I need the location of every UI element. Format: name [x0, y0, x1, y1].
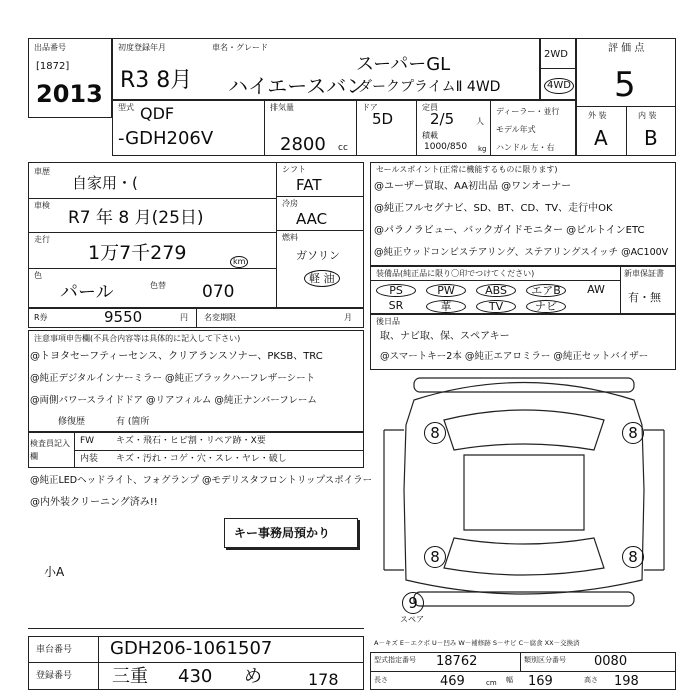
chassis-value: GDH206-1061507: [110, 638, 273, 659]
capacity-unit: 人: [476, 117, 484, 126]
mileage-unit: km: [230, 256, 248, 268]
score-label: 評 価 点: [608, 43, 645, 54]
inspector-label: 検査員記入欄: [30, 439, 70, 461]
car-name-value: ハイエースバン: [228, 74, 367, 98]
spare-label: スペア: [400, 615, 424, 624]
car-front-bumper: [414, 378, 634, 392]
cc-unit: cc: [338, 143, 348, 153]
specs-div-1: [264, 100, 265, 156]
specs-div-2: [356, 100, 357, 156]
specs-div-3: [416, 100, 417, 156]
size-no-label: 型式指定番号: [374, 656, 416, 664]
specs-div-4: [490, 100, 491, 156]
inspector-interior: 内装: [80, 454, 99, 464]
vehicle-row-1: [28, 198, 276, 199]
handle-label: ハンドル 左・右: [496, 143, 555, 152]
warranty-value: 有・無: [628, 291, 661, 304]
tire-rear-left: 8: [424, 546, 446, 568]
notes-line-1: @純正LEDヘッドライト、フォグランプ @モデリスタフロントリップスポイラー: [30, 475, 373, 486]
length-value: 469: [440, 674, 465, 689]
size-no-value: 18762: [436, 654, 478, 669]
vehicle-col-divider: [276, 162, 277, 308]
selling-point-1: @ユーザー買取、AA初出品 @ワンオーナー: [374, 181, 572, 192]
load-unit: kg: [478, 145, 487, 153]
footer-left-row: [28, 662, 364, 663]
load-label: 積載: [422, 131, 438, 140]
recycle-unit: 円: [180, 313, 188, 322]
attention-line-2: @純正デジタルインナーミラー @純正ブラックハーフレザーシート: [30, 373, 316, 384]
reg-area: 三重: [112, 666, 148, 687]
vehicle-right-row-2: [276, 230, 364, 231]
inspector-row-2: キズ・汚れ・コゲ・穴・スレ・ヤレ・破し: [116, 454, 287, 464]
capacity-value: 2/5: [430, 110, 455, 128]
doors-value: 5D: [372, 110, 394, 128]
model-year-label: モデル年式: [496, 125, 536, 134]
ac-value: AAC: [296, 210, 328, 228]
equipment-leather: 革: [426, 300, 466, 313]
attention-title: 注意事項申告欄(不具合内容等は具体的に記入して下さい): [34, 334, 241, 343]
spare-tire-value: 9: [402, 592, 424, 614]
model-value: -GDH206V: [118, 128, 214, 149]
new-warranty-label: 新車保証書: [624, 269, 664, 278]
displacement-value: 2800: [280, 134, 326, 155]
vehicle-right-row-1: [276, 196, 364, 197]
width-label: 幅: [506, 676, 513, 684]
score-value: 5: [614, 65, 636, 105]
cat-no-label: 類別区分番号: [524, 656, 566, 664]
car-rear-window: [444, 538, 604, 575]
drive-2wd: 2WD: [544, 49, 568, 60]
use-value: 自家用・(: [72, 174, 138, 192]
grade-line-2: ダークプライムⅡ 4WD: [358, 79, 501, 95]
selling-point-3: @パラノラビュー、バックガイドモニター @ビルトインETC: [374, 225, 645, 236]
fuel-diesel: 軽 油: [304, 270, 340, 287]
model-prefix: QDF: [140, 104, 175, 123]
equipment-tv: TV: [476, 300, 516, 313]
footer-left-col: [98, 636, 99, 690]
recycle-label: R券: [34, 313, 48, 322]
equipment-row-line: [370, 280, 620, 281]
car-windshield: [444, 410, 604, 450]
selling-point-4: @純正ウッドコンビステアリング、ステアリングスイッチ @AC100V: [374, 247, 669, 258]
reg-class: 430: [178, 666, 213, 687]
grade-line-1: スーパーGL: [356, 54, 451, 75]
doors-label: ドア: [362, 103, 378, 112]
vehicle-row-3: [28, 268, 276, 269]
width-value: 169: [528, 674, 553, 689]
tire-front-left: 8: [424, 422, 446, 444]
repair-value: 有 (箇所: [116, 417, 150, 427]
recycle-divider: [196, 308, 197, 328]
reg-kana: め: [244, 666, 262, 687]
mileage-value: 1万7千279: [88, 242, 187, 264]
fuel-gas: ガソリン: [296, 249, 340, 262]
score-col-divider: [626, 106, 627, 156]
footer-right-row: [370, 671, 676, 672]
repair-label: 修復歴: [58, 417, 86, 427]
int-grade: B: [644, 126, 658, 150]
equipment-sr: SR: [388, 299, 404, 312]
reg-number: 178: [308, 670, 339, 689]
displacement-label: 排気量: [270, 103, 294, 112]
first-reg-label: 初度登録年月: [118, 43, 166, 52]
equipment-title: 装備品(純正品に限り〇印でつけてください): [376, 269, 535, 278]
after-install-line-1: 取、ナビ取、保、スペアキー: [380, 331, 510, 342]
equipment-navi: ナビ: [526, 300, 566, 313]
drive-4wd: 4WD: [544, 78, 574, 94]
equipment-ps: PS: [376, 284, 416, 297]
equipment-airbag: エアB: [526, 284, 566, 297]
chassis-label: 車台番号: [36, 645, 73, 655]
equipment-abs: ABS: [476, 284, 516, 297]
attention-line-3: @両側パワースライドドア @リアフィルム @純正ナンバーフレーム: [30, 395, 317, 406]
car-diagram: [374, 370, 674, 620]
length-label: 長さ: [374, 676, 388, 684]
after-install-line-2: @スマートキー2本 @純正エアロミラー @純正セットバイザー: [380, 351, 649, 362]
ext-label: 外 装: [588, 111, 607, 120]
load-value: 1000/850: [424, 142, 468, 152]
length-unit: cm: [486, 679, 497, 687]
notes-bottom-line: [28, 628, 364, 629]
color-no-label: 色替: [150, 281, 166, 290]
inspector-fw: FW: [80, 436, 95, 446]
color-no-value: 070: [202, 282, 235, 302]
lot-year: 2013: [36, 80, 103, 108]
tire-front-right: 8: [622, 422, 644, 444]
inspection-value: R7 年 8 月(25日): [68, 208, 204, 228]
first-reg-value: R3 8月: [120, 68, 193, 93]
car-right-side: [644, 430, 664, 570]
car-roof: [464, 455, 584, 530]
height-value: 198: [614, 674, 639, 689]
car-left-side: [384, 430, 404, 570]
shift-label: シフト: [282, 165, 306, 174]
selling-points-title: セールスポイント(正常に機能するものに限ります): [376, 165, 558, 174]
cat-no-value: 0080: [594, 654, 628, 669]
fuel-label: 燃料: [282, 233, 298, 242]
equipment-col-divider: [620, 266, 621, 314]
dealer-label: ディーラー・並行: [496, 107, 560, 116]
inspection-label: 車検: [34, 201, 50, 210]
inspector-row-1: キズ・飛石・ヒビ割・リペア跡・X要: [116, 436, 266, 446]
equipment-aw: AW: [587, 283, 605, 296]
name-change-label: 名変期限: [204, 313, 236, 322]
ext-grade: A: [594, 126, 608, 150]
footer-right-col: [520, 652, 521, 671]
color-label: 色: [34, 271, 42, 280]
height-label: 高さ: [584, 676, 598, 684]
selling-point-2: @純正フルセグナビ、SD、BT、CD、TV、走行中OK: [374, 203, 613, 214]
capacity-label: 定員: [422, 103, 438, 112]
reg-label: 登録番号: [36, 671, 73, 681]
ac-label: 冷房: [282, 199, 298, 208]
use-label: 車歴: [34, 167, 50, 176]
key-box-label: キー事務局預かり: [234, 526, 331, 540]
notes-line-2: @内外装クリーニング済み!!: [30, 497, 158, 508]
int-label: 内 装: [638, 111, 657, 120]
shift-value: FAT: [296, 176, 322, 194]
car-name-label: 車名・グレード: [212, 43, 268, 52]
mileage-label: 走行: [34, 235, 50, 244]
vehicle-row-2: [28, 232, 276, 233]
lot-number: [1872]: [36, 61, 70, 72]
color-value: パール: [60, 282, 114, 303]
model-label: 型式: [118, 103, 134, 112]
drive-divider: [540, 68, 576, 69]
name-change-month: 月: [344, 313, 352, 322]
lot-label: 出品番号: [34, 43, 66, 52]
notes-small: 小A: [44, 565, 65, 579]
inspector-row-line: [74, 450, 364, 451]
tire-rear-right: 8: [622, 546, 644, 568]
equipment-pw: PW: [426, 284, 466, 297]
recycle-value: 9550: [104, 308, 143, 326]
attention-line-1: @トヨタセーフティーセンス、クリアランスソナー、PKSB、TRC: [30, 351, 323, 362]
after-install-title: 後日品: [376, 317, 400, 326]
damage-legend: A－キズ E－エクボ U－凹み W－補修跡 S－サビ C－腐食 XX－交換済: [374, 639, 580, 647]
